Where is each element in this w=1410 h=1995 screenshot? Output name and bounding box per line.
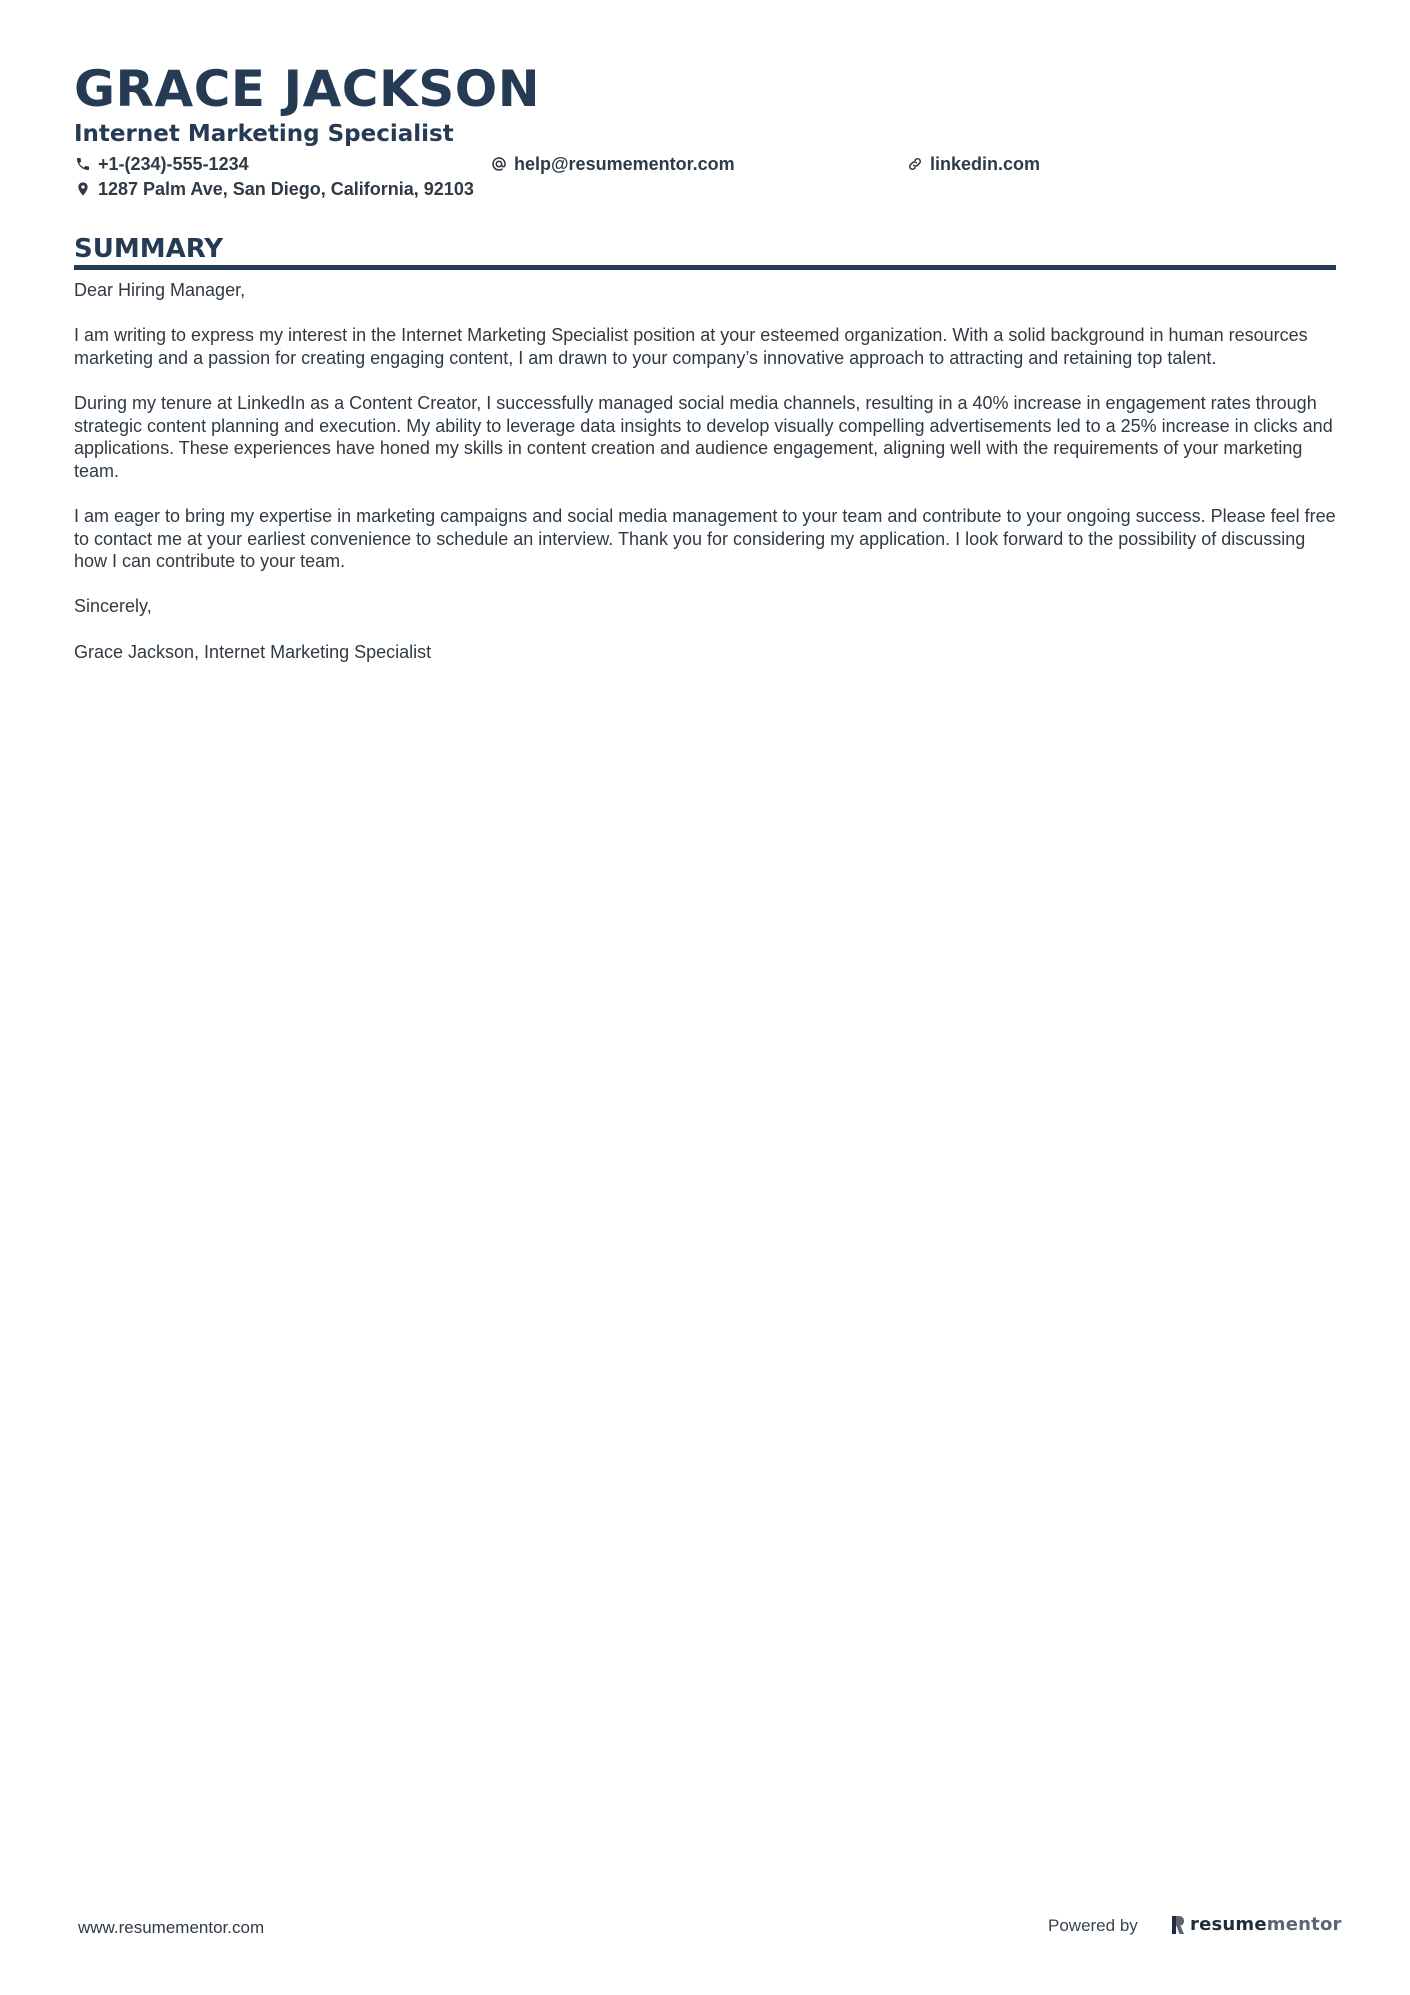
contact-address (74, 177, 474, 201)
signature-line: Grace Jackson, Internet Marketing Specialist (74, 641, 432, 662)
summary-heading: SUMMARY (74, 234, 224, 264)
job-title: Internet Marketing Specialist (74, 121, 454, 147)
brand-wordmark-part1: resume (1190, 1914, 1267, 1935)
resumementor-logo-icon (1170, 1915, 1186, 1935)
address-text: 1287 Palm Ave, San Diego, California, 92103 (98, 179, 474, 199)
location-pin-icon (74, 180, 92, 198)
letter-paragraph: I am writing to express my interest in the Internet Marketing Specialist position at your esteemed organization. With a solid background in human resources marketing and a passion for creating engaging content, I am drawn to your company’s innovative approach to attracting and retaining top talent. (74, 325, 1308, 368)
contact-linkedin[interactable] (906, 152, 1040, 176)
contact-email[interactable] (490, 152, 735, 176)
phone-text: +1-(234)-555-1234 (98, 154, 249, 174)
at-sign-icon (490, 155, 508, 173)
contact-phone (74, 152, 249, 176)
letter-body (74, 279, 1336, 686)
brand-wordmark-part2: mentor (1266, 1914, 1342, 1935)
letter-paragraph: I am eager to bring my expertise in marketing campaigns and social media management to your team and contribute to your ongoing success. Please feel free to contact me at your earliest convenience to schedule an interview. Thank you for considering my application. I look forward to the possibility of discussing how I can contribute to your team. (74, 505, 1336, 572)
footer-brand-logo[interactable] (1170, 1914, 1342, 1935)
brand-wordmark (1190, 1914, 1342, 1935)
candidate-name: GRACE JACKSON (74, 60, 541, 118)
link-icon (906, 155, 924, 173)
footer-powered-by: Powered by (1048, 1916, 1138, 1935)
footer-website-link[interactable]: www.resumementor.com (78, 1918, 265, 1937)
closing: Sincerely, (74, 596, 152, 617)
section-divider (74, 265, 1336, 270)
letter-paragraph: During my tenure at LinkedIn as a Content Creator, I successfully managed social media channels, resulting in a 40% increase in engagement rates through strategic content planning and execution. My ability to leverage data insights to develop visually compelling advertisements led to a 25% increase in clicks and applications. These experiences have honed my skills in content creation and audience engagement, aligning well with the requirements of your marketing team. (74, 392, 1333, 481)
email-text[interactable]: help@resumementor.com (514, 154, 735, 174)
phone-icon (74, 155, 92, 173)
salutation: Dear Hiring Manager, (74, 280, 246, 300)
linkedin-text[interactable]: linkedin.com (930, 154, 1041, 174)
